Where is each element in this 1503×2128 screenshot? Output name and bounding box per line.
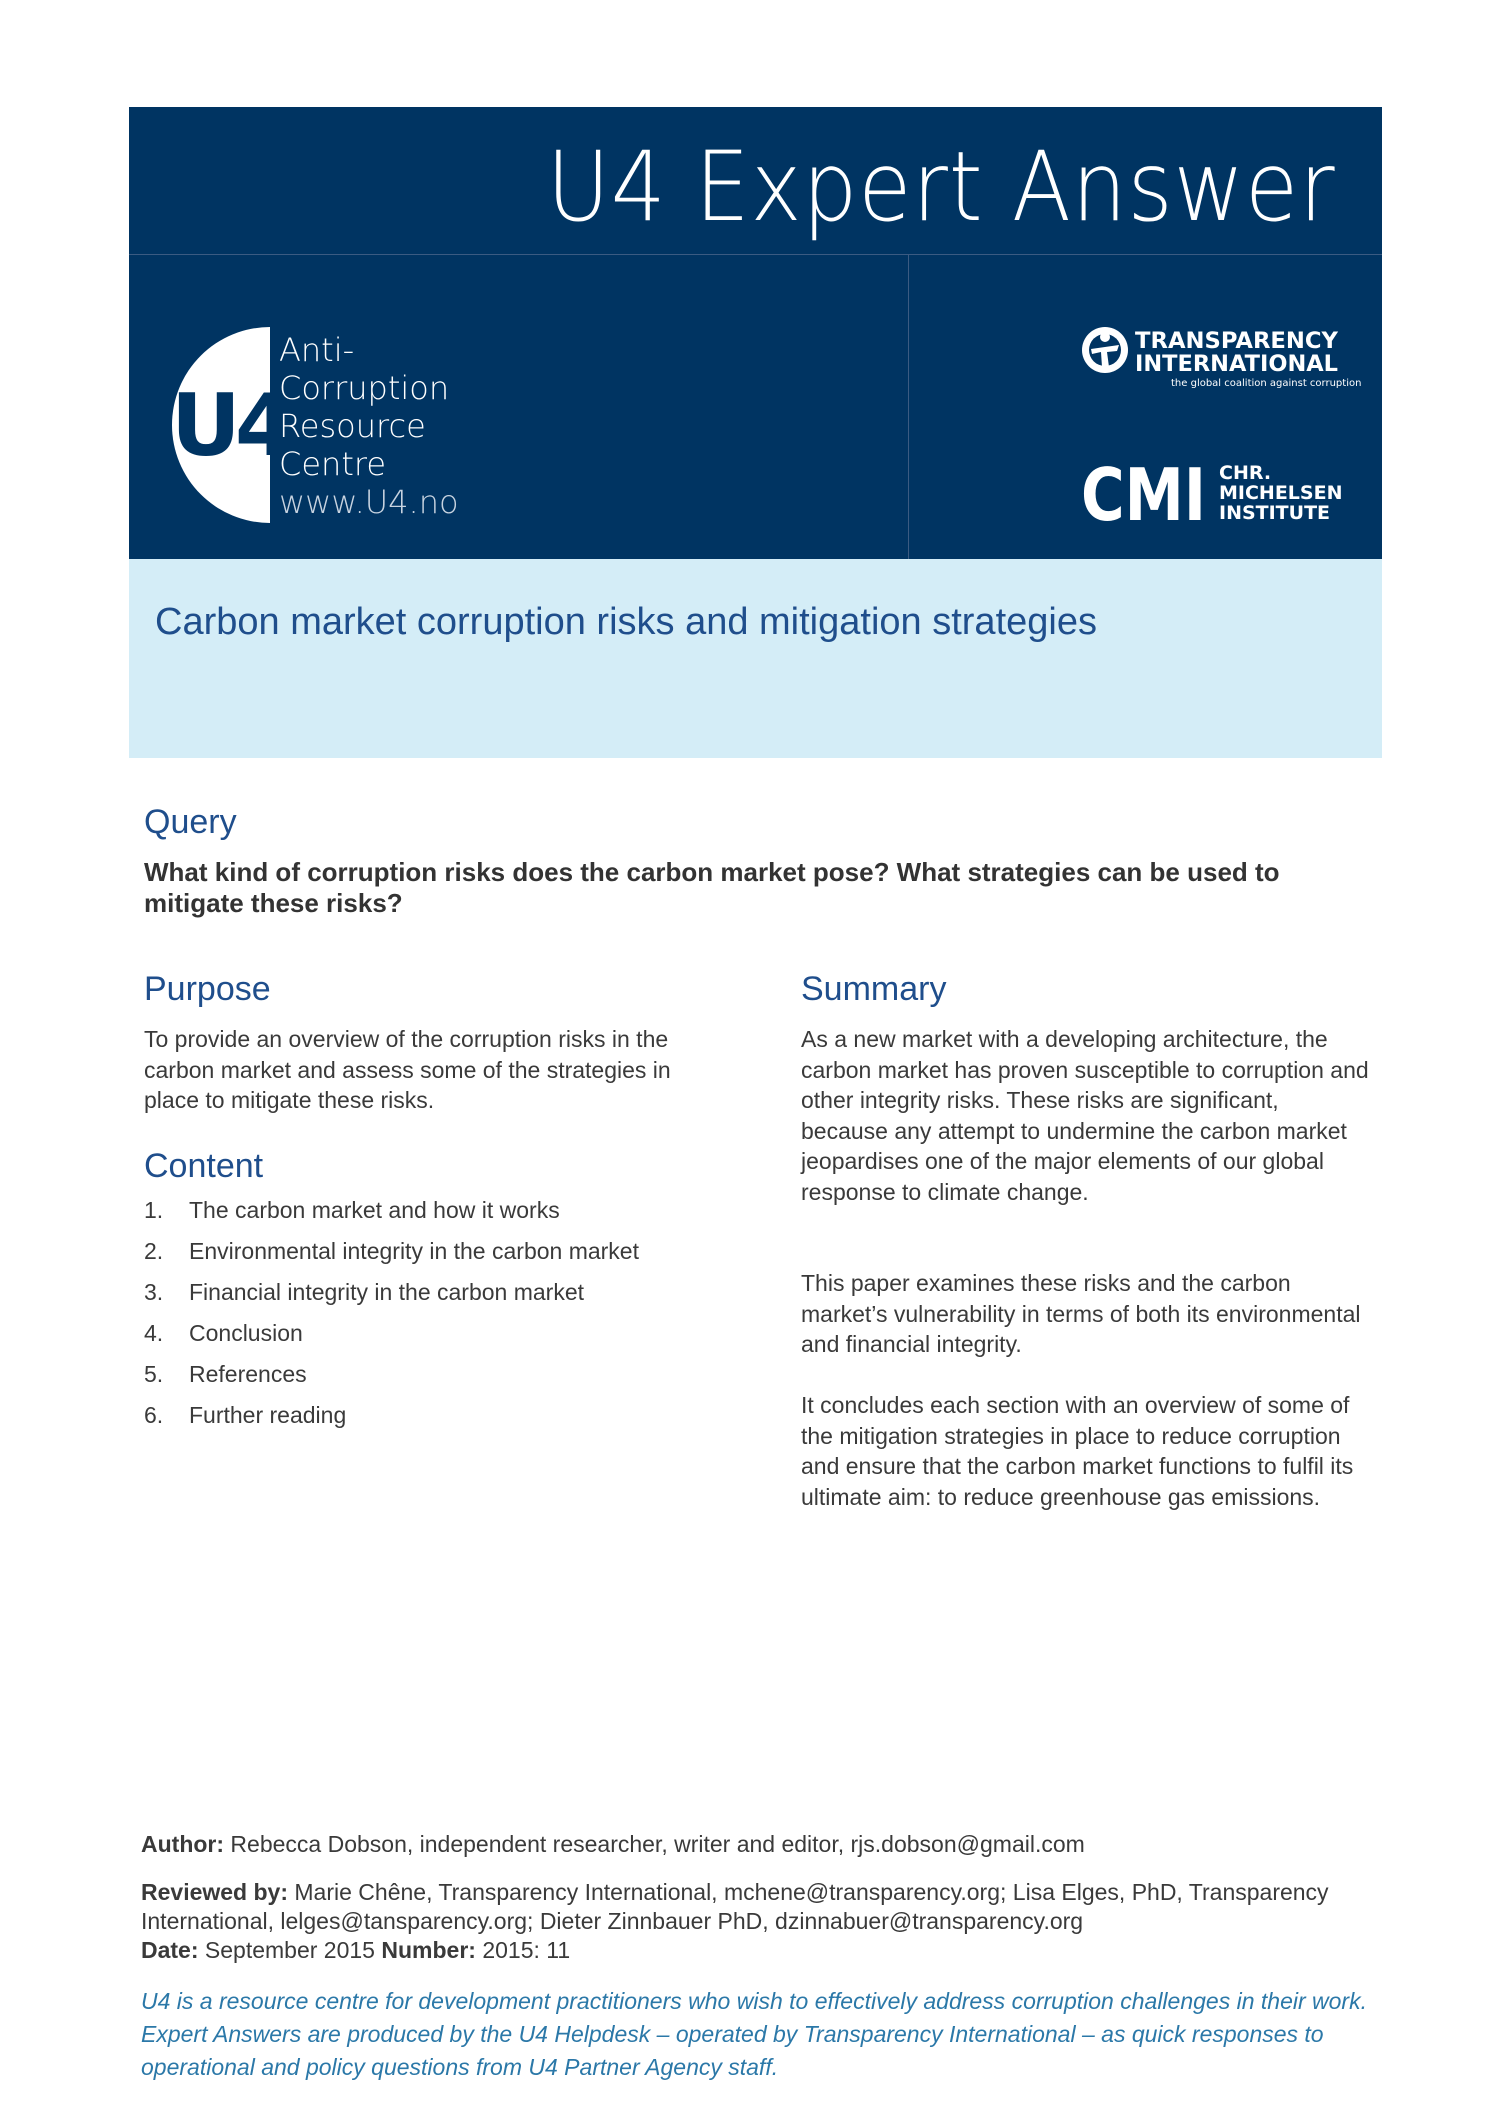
content-item-label: Environmental integrity in the carbon market (189, 1238, 639, 1264)
author-label: Author: (141, 1831, 225, 1857)
content-item-number: 3. (144, 1279, 164, 1305)
series-title: U4 Expert Answer (547, 131, 1336, 243)
purpose-heading: Purpose (144, 970, 271, 1008)
content-item (144, 1238, 639, 1279)
content-item-number: 1. (144, 1197, 164, 1223)
disclaimer: U4 is a resource centre for development practitioners who wish to effectively address corruption challenges in their work. Expert Answers are produced by the U4 Helpdesk – operated by Transparency International – as quick responses to operational and policy questions from U4 Partner Agency staff. (141, 1988, 1367, 2080)
header-banner (129, 107, 1382, 559)
content-item (144, 1279, 639, 1320)
ti-name-line1: TRANSPARENCY (1135, 329, 1340, 354)
query-heading: Query (144, 803, 237, 841)
ti-name-line2: INTERNATIONAL (1135, 352, 1338, 377)
cmi-line1: CHR. (1219, 462, 1272, 484)
cmi-mark: CMI (1081, 453, 1206, 537)
content-heading: Content (144, 1147, 264, 1185)
content-item-number: 4. (144, 1320, 164, 1346)
summary-paragraph: As a new market with a developing architecture, the carbon market has proven susceptible to corruption and other integrity risks. These risks are significant, because any attempt to undermine the carbon market jeopardises one of the major elements of our global response to climate change. (801, 1026, 1369, 1205)
author-text: Rebecca Dobson, independent researcher, writer and editor, rjs.dobson@gmail.com (230, 1831, 1085, 1857)
summary-heading: Summary (801, 970, 947, 1008)
content-list (144, 1197, 639, 1443)
u4-logo-line: Resource (279, 407, 426, 445)
content-item-label: Further reading (189, 1402, 347, 1428)
content-item (144, 1402, 639, 1443)
content-item-number: 2. (144, 1238, 164, 1264)
content-item (144, 1361, 639, 1402)
u4-logo-mark: U4 (171, 376, 289, 476)
date-number-line (141, 1936, 1381, 1965)
u4-logo-line: Corruption (279, 369, 450, 407)
content-item-label: The carbon market and how it works (189, 1197, 560, 1223)
content-item-number: 6. (144, 1402, 164, 1428)
number-label: Number: (381, 1937, 476, 1963)
content-item-number: 5. (144, 1361, 164, 1387)
u4-logo-text (279, 331, 459, 521)
author-line (141, 1830, 1381, 1859)
date-label: Date: (141, 1937, 199, 1963)
ti-tagline: the global coalition against corruption (1171, 378, 1362, 389)
document-title: Carbon market corruption risks and mitigation strategies (155, 601, 1097, 643)
cmi-logo-icon (1081, 452, 1351, 537)
content-item-label: Financial integrity in the carbon market (189, 1279, 585, 1305)
u4-website: www.U4.no (279, 483, 459, 521)
content-item (144, 1320, 639, 1361)
number-text: 2015: 11 (482, 1937, 571, 1963)
transparency-international-logo-icon (1081, 319, 1362, 389)
u4-logo-line: Anti- (279, 331, 355, 369)
banner-vertical-divider (908, 255, 909, 559)
content-item (144, 1197, 639, 1238)
content-item-label: References (189, 1361, 307, 1387)
reviewed-label: Reviewed by: (141, 1879, 288, 1905)
cmi-line2: MICHELSEN (1219, 482, 1343, 504)
cmi-line3: INSTITUTE (1219, 502, 1331, 524)
query-text: What kind of corruption risks does the carbon market pose? What strategies can be used to mitigate these risks? (144, 857, 1280, 918)
u4-logo-line: Centre (279, 445, 386, 483)
content-item-label: Conclusion (189, 1320, 303, 1346)
date-text: September 2015 (204, 1937, 375, 1963)
summary-paragraph: It concludes each section with an overview of some of the mitigation strategies in place to reduce corruption and ensure that the carbon market functions to fulfil its ultimate aim: to reduce greenhouse gas emissions. (801, 1392, 1354, 1510)
purpose-text: To provide an overview of the corruption risks in the carbon market and assess some of the strategies in place to mitigate these risks. (144, 1026, 671, 1113)
reviewed-text: Marie Chêne, Transparency International, mchene@transparency.org; Lisa Elges, PhD, Transparency International, lelges@tansparency.org; Dieter Zinnbauer PhD, dzinnabuer@transparency.org (141, 1879, 1329, 1934)
banner-divider (129, 254, 1382, 255)
reviewed-line (141, 1878, 1381, 1935)
summary-paragraph: This paper examines these risks and the carbon market’s vulnerability in terms of both its environmental and financial integrity. (801, 1270, 1361, 1357)
title-band (129, 559, 1382, 758)
